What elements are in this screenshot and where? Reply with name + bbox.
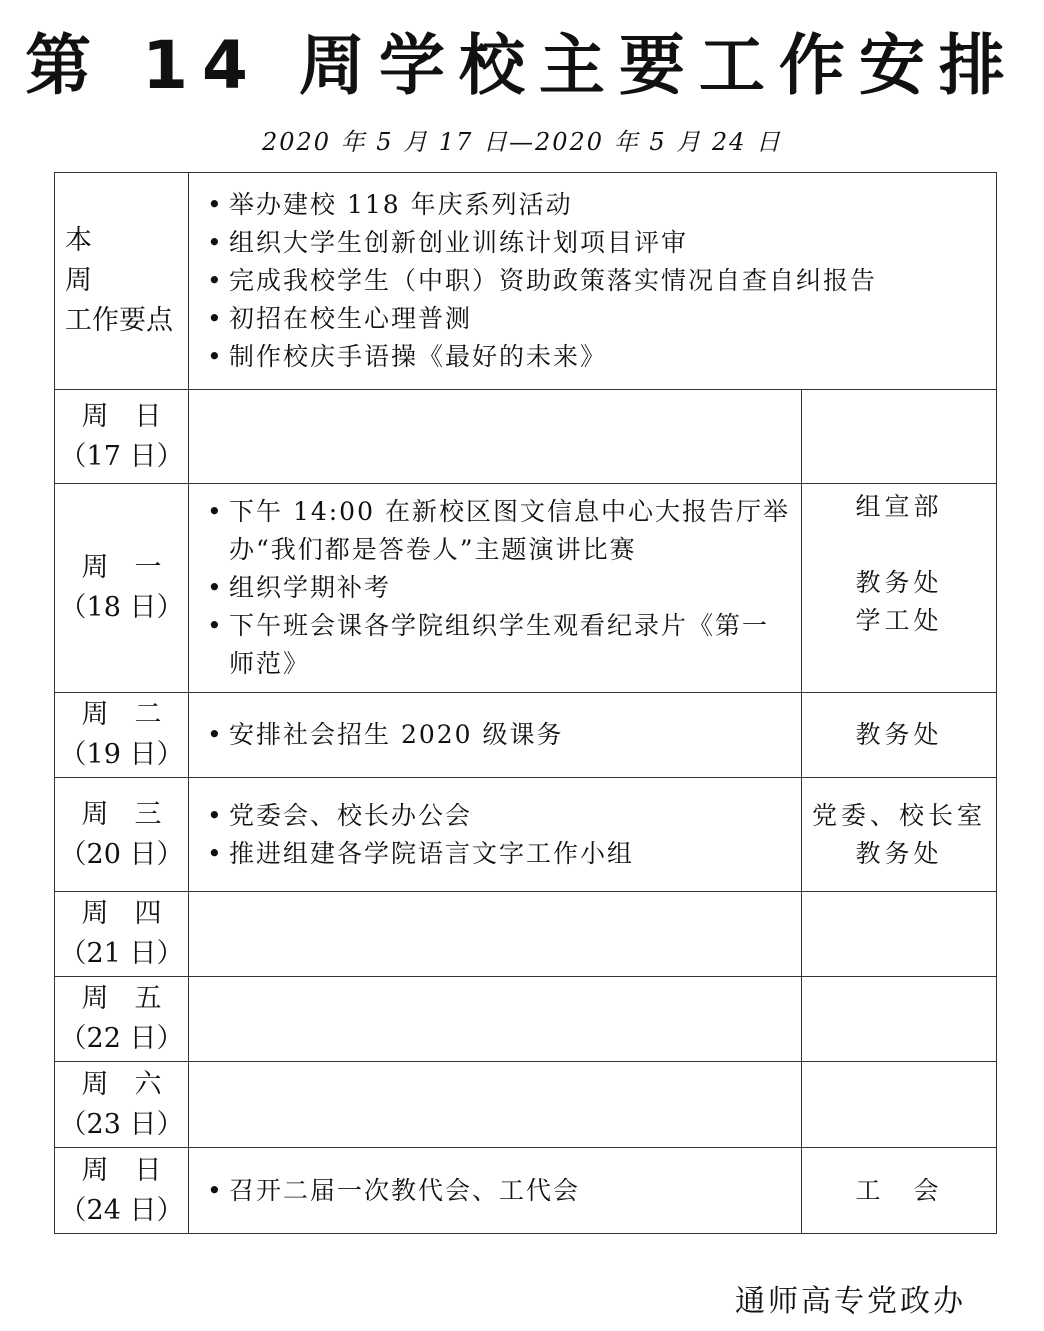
dept-name: 组宣部 [855, 492, 943, 521]
day-label [55, 1062, 189, 1148]
day-items [189, 484, 802, 693]
day-date: （17 日） [59, 440, 184, 472]
day-date: （22 日） [59, 1023, 184, 1054]
day-name: 周三 [81, 798, 188, 830]
day-items [189, 977, 802, 1062]
day-row [55, 1062, 997, 1148]
key-points-row [55, 173, 997, 390]
key-points-label-line1: 本周 [65, 225, 146, 296]
day-dept [801, 977, 996, 1062]
day-name: 周日 [81, 400, 188, 432]
day-dept [801, 1062, 996, 1148]
day-item: • 召开二届一次教代会、工代会 [207, 1172, 795, 1210]
dept-name [802, 526, 996, 564]
day-item: • 党委会、校长办公会 [207, 797, 795, 835]
key-point-item: • 制作校庆手语操《最好的未来》 [207, 338, 990, 376]
key-point-item: • 举办建校 118 年庆系列活动 [207, 186, 990, 224]
day-row [55, 390, 997, 484]
dept-name: 学工处 [855, 606, 943, 635]
day-row [55, 1148, 997, 1234]
day-items [189, 390, 802, 484]
day-row [55, 778, 997, 892]
day-label [55, 390, 189, 484]
day-date: （20 日） [59, 838, 184, 870]
day-item: • 下午班会课各学院组织学生观看纪录片《第一师范》 [207, 607, 795, 683]
day-date: （23 日） [59, 1108, 184, 1140]
day-label [55, 977, 189, 1062]
day-date: （19 日） [59, 739, 184, 770]
day-name: 周五 [81, 983, 188, 1014]
day-items [189, 693, 802, 778]
day-items [189, 1062, 802, 1148]
day-name: 周日 [81, 1154, 188, 1186]
day-date: （21 日） [59, 938, 184, 969]
day-item: • 组织学期补考 [207, 569, 795, 607]
key-point-item: • 完成我校学生（中职）资助政策落实情况自查自纠报告 [207, 262, 990, 300]
day-row [55, 977, 997, 1062]
day-row [55, 892, 997, 977]
day-name: 周四 [81, 898, 188, 929]
day-item: • 下午 14:00 在新校区图文信息中心大报告厅举办“我们都是答卷人”主题演讲比赛 [207, 493, 795, 569]
day-row [55, 693, 997, 778]
dept-name: 党委、校长室 [811, 800, 986, 830]
key-points-list [189, 173, 997, 390]
day-dept [801, 1148, 996, 1234]
day-name: 周二 [81, 699, 188, 730]
day-date: （18 日） [59, 592, 184, 623]
day-item: • 推进组建各学院语言文字工作小组 [207, 835, 795, 873]
day-dept [801, 892, 996, 977]
dept-name: 教务处 [855, 568, 943, 597]
dept-name: 教务处 [855, 720, 943, 749]
dept-name: 教务处 [855, 838, 943, 868]
day-items [189, 1148, 802, 1234]
day-item: • 安排社会招生 2020 级课务 [207, 716, 795, 754]
key-points-label-line2: 工作要点 [65, 305, 173, 336]
day-row [55, 484, 997, 693]
key-point-item: • 组织大学生创新创业训练计划项目评审 [207, 224, 990, 262]
page-title: 第 14 周学校主要工作安排 [25, 27, 1019, 104]
issuer-signature: 通师高专党政办 [735, 1284, 966, 1319]
day-label [55, 484, 189, 693]
key-points-label [55, 173, 189, 390]
day-dept [801, 484, 996, 693]
day-label [55, 778, 189, 892]
schedule-table [54, 172, 997, 1234]
dept-name: 工 会 [855, 1175, 943, 1205]
day-label [55, 892, 189, 977]
day-dept [801, 390, 996, 484]
day-dept [801, 693, 996, 778]
day-label [55, 693, 189, 778]
date-range: 2020 年 5 月 17 日—2020 年 5 月 24 日 [261, 128, 783, 156]
day-items [189, 778, 802, 892]
day-name: 周一 [81, 552, 188, 583]
day-name: 周六 [81, 1068, 188, 1100]
day-dept [801, 778, 996, 892]
key-point-item: • 初招在校生心理普测 [207, 300, 990, 338]
day-label [55, 1148, 189, 1234]
day-date: （24 日） [59, 1194, 184, 1226]
day-items [189, 892, 802, 977]
